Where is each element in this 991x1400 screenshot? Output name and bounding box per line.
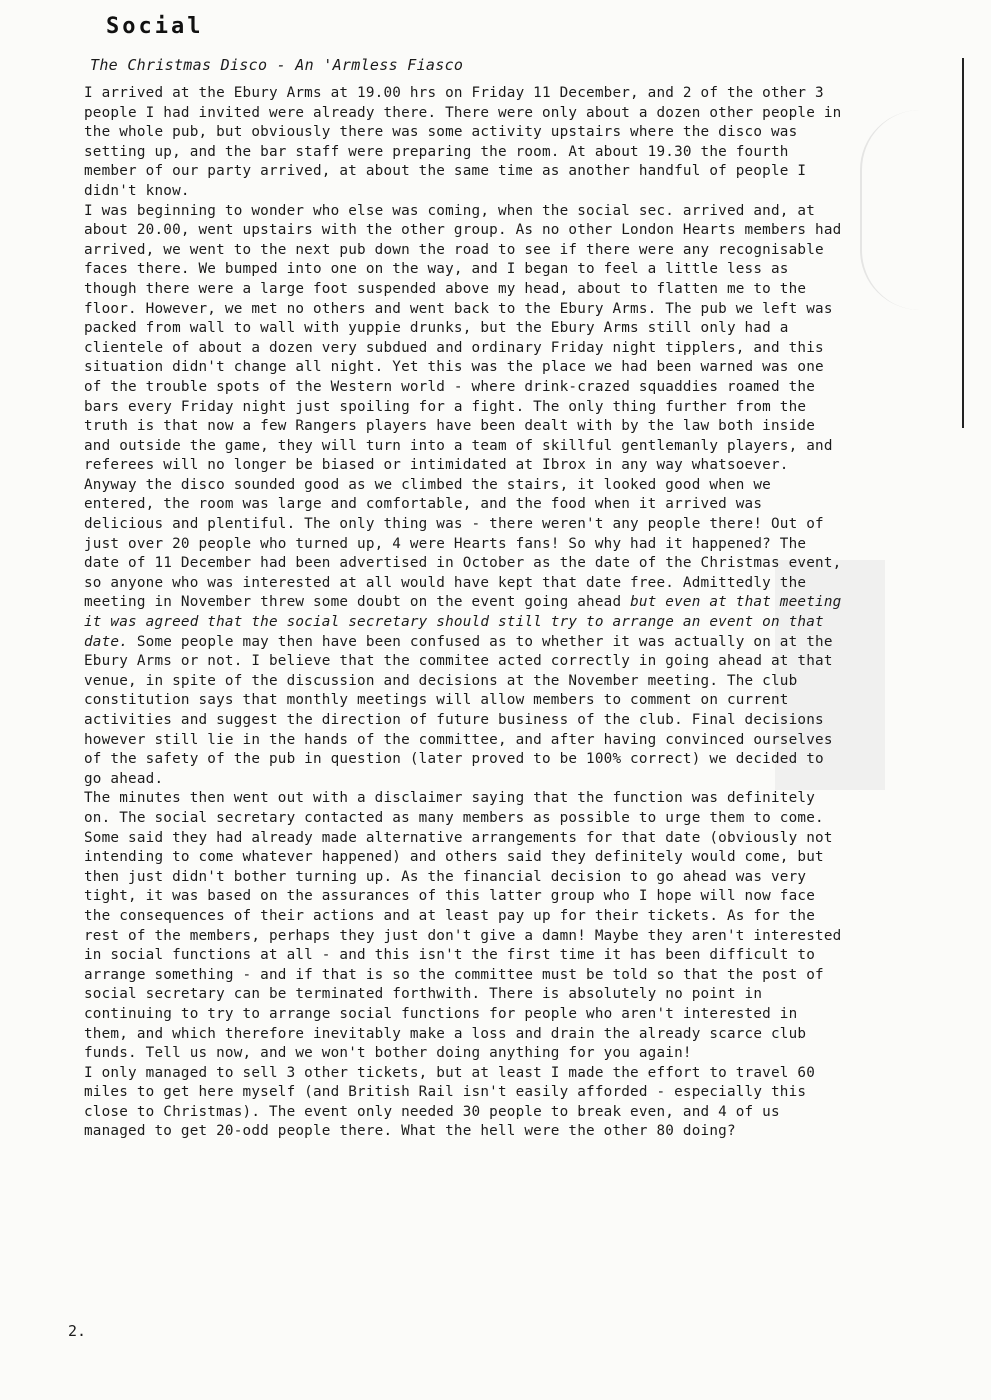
article-title: The Christmas Disco - An 'Armless Fiasco <box>90 56 464 74</box>
paragraph-4: The minutes then went out with a disclaimer saying that the function was definitely on. The social secretary contacted as many members as possible to urge them to come. Some said they had already made alternative arrangements for that date (obviously not intending to come whatever happened) and others said they definitely would come, but then just didn't bother turning up. As the financial decision to go ahead was very tight, it was based on the assurances of this latter group who I hope will now face the consequences of their actions and at least pay up for their tickets. As for the rest of the members, perhaps they just don't give a damn! Maybe they aren't interested in social functions at all - and this isn't the first time it has been difficult to arrange something - and if that is so the committee must be told so that the post of social secretary can be terminated forthwith. There is absolutely no point in continuing to try to arrange social functions for people who aren't interested in them, and which therefore inevitably make a loss and drain the already scarce club funds. Tell us now, and we won't bother doing anything for you again! <box>84 790 842 1062</box>
section-header: Social <box>106 14 204 39</box>
paragraph-3-lead: Anyway the disco sounded good as we climbed the stairs, it looked good when we entered, the room was large and comfortable, and the food when it arrived was delicious and plentiful. The only thing was - there weren't any people there! Out of just over 20 people who turned up, 4 were Hearts fans! So why had it happened? The date of 11 December had been advertised in October as the date of the Christmas event, so anyone who was interested at all would have kept that date free. Admittedly the meeting in November threw some doubt on the event going ahead <box>84 476 842 611</box>
paragraph-3 <box>84 476 844 790</box>
paragraph-5: I only managed to sell 3 other tickets, but at least I made the effort to travel 60 miles to get here myself (and British Rail isn't easily afforded - especially this close to Christmas). The event only needed 30 people to break even, and 4 of us managed to get 20-odd people there. What the hell were the other 80 doing? <box>84 1064 816 1140</box>
page-number: 2. <box>68 1322 87 1340</box>
paragraph-2: I was beginning to wonder who else was coming, when the social sec. arrived and, at about 20.00, went upstairs with the other group. As no other London Hearts members had arrived, we went to the next pub down the road to see if there were any recognisable faces there. We bumped into one on the way, and I began to feel a little less as though there were a large foot suspended above my head, about to flatten me to the floor. However, we met no others and went back to the Ebury Arms. The pub we left was packed from wall to wall with yuppie drunks, but the Ebury Arms still only had a clientele of about a dozen very subdued and ordinary Friday night tipplers, and this situation didn't change all night. Yet this was the place we had been warned was one of the trouble spots of the Western world - where drink-crazed squaddies roamed the bars every Friday night just spoiling for a fight. The only thing further from the truth is that now a few Rangers players have been dealt with by the law both inside and outside the game, they will turn into a team of skillful gentlemanly players, and referees will no longer be biased or intimidated at Ibrox in any way whatsoever. <box>84 202 842 474</box>
paragraph-3-tail: Some people may then have been confused as to whether it was actually on at the Ebury Arms or not. I believe that the commitee acted correctly in going ahead at that venue, in spite of the discussion and decisions at the November meeting. The club constitution says that monthly meetings will allow members to comment on current activities and suggest the direction of future business of the club. Final decisions however still lie in the hands of the committee, and after having convinced ourselves of the safety of the pub in question (later proved to be 100% correct) we decided to go ahead. <box>84 633 833 787</box>
paragraph-1: I arrived at the Ebury Arms at 19.00 hrs on Friday 11 December, and 2 of the other 3 people I had invited were already there. There were only about a dozen other people in the whole pub, but obviously there was some activity upstairs where the disco was setting up, and the bar staff were preparing the room. At about 19.30 the fourth member of our party arrived, at about the same time as another handful of people I didn't know. <box>84 85 842 199</box>
paragraph-3-italic: but even at that meeting it was agreed that the social secretary should still try to arrange an event on that date. <box>84 594 842 650</box>
show-through-logo <box>860 110 972 310</box>
article-body <box>84 84 844 1142</box>
